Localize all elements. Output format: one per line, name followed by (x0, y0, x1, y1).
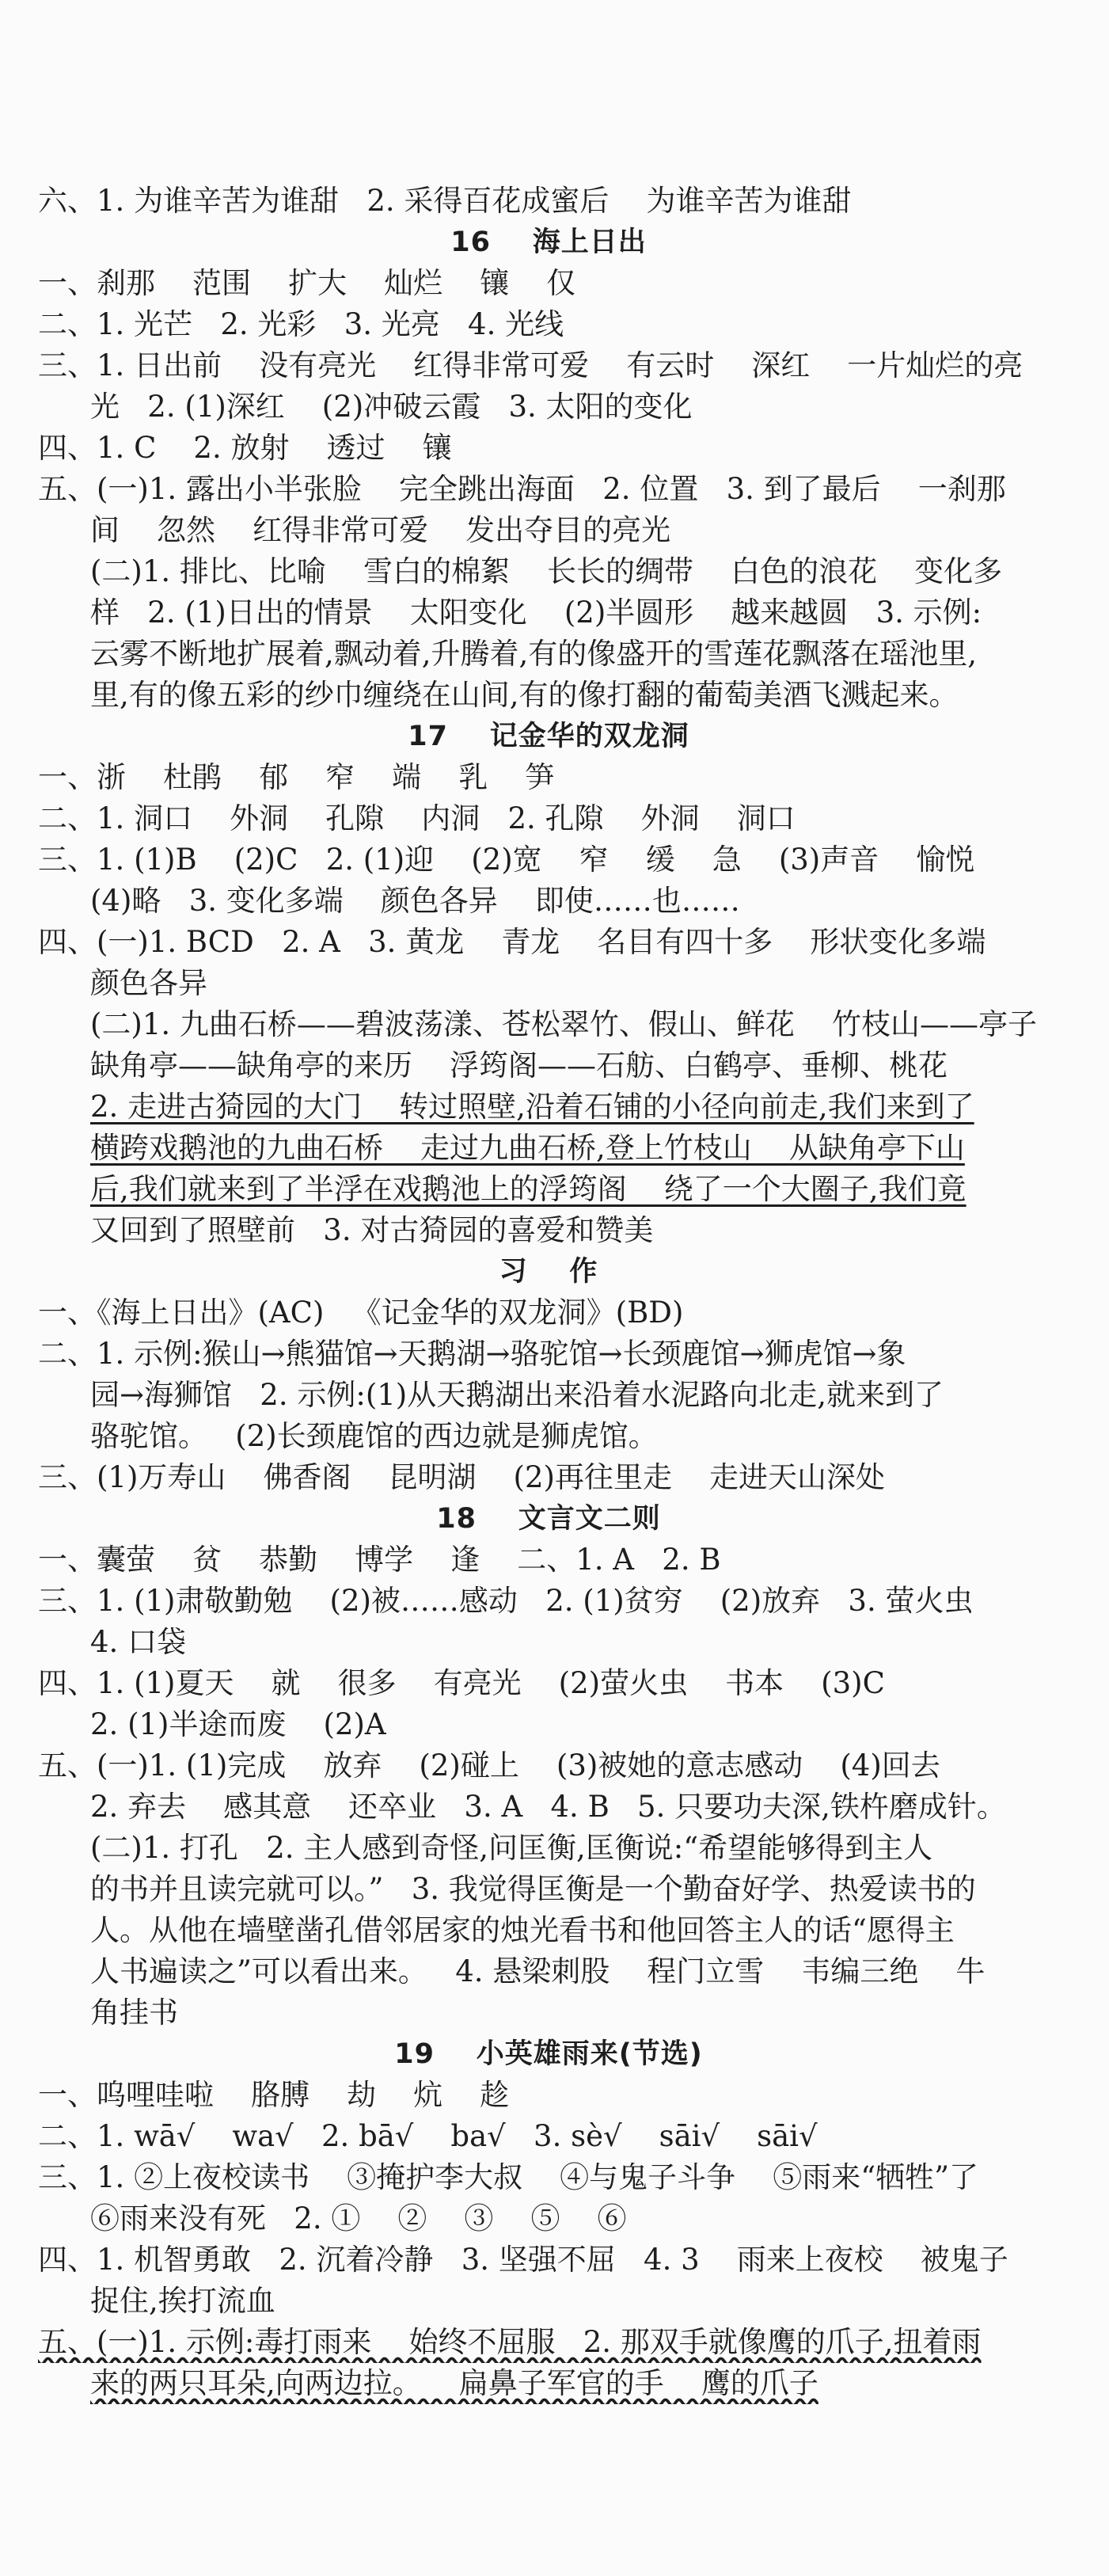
underlined-answer-line: 后,我们就来到了半浮在戏鹅池上的浮筠阁 绕了一个大圈子,我们竟 (90, 1172, 967, 1206)
answer-line: 骆驼馆。 (2)长颈鹿馆的西边就是狮虎馆。 (90, 1419, 658, 1453)
answer-line: 又回到了照壁前 3. 对古猗园的喜爱和赞美 (90, 1213, 654, 1247)
answer-line: 二、1. 洞口 外洞 孔隙 内洞 2. 孔隙 外洞 洞口 (38, 801, 796, 835)
answer-line: 里,有的像五彩的纱巾缠绕在山间,有的像打翻的葡萄美酒飞溅起来。 (90, 678, 959, 712)
answer-line: 间 忽然 红得非常可爱 发出夺目的亮光 (90, 513, 671, 547)
answer-line: (4)略 3. 变化多端 颜色各异 即使……也…… (90, 884, 740, 918)
answer-line: 五、(一)1. (1)完成 放弃 (2)碰上 (3)被她的意志感动 (4)回去 (38, 1748, 940, 1783)
answer-line: 二、1. 光芒 2. 光彩 3. 光亮 4. 光线 (38, 307, 564, 341)
answer-line: 角挂书 (90, 1996, 178, 2030)
answer-line: 四、1. C 2. 放射 透过 镶 (38, 431, 452, 465)
answer-line: 四、(一)1. BCD 2. A 3. 黄龙 青龙 名目有四十多 形状变化多端 (38, 925, 986, 959)
answer-line: 颜色各异 (90, 966, 207, 1000)
answer-line: 样 2. (1)日出的情景 太阳变化 (2)半圆形 越来越圆 3. 示例: (90, 595, 982, 630)
answer-line: 二、1. 示例:猴山→熊猫馆→天鹅湖→骆驼馆→长颈鹿馆→狮虎馆→象 (38, 1337, 906, 1371)
answer-line: 三、1. 日出前 没有亮光 红得非常可爱 有云时 深红 一片灿烂的亮 (38, 348, 1024, 382)
answer-line: 一、《海上日出》(AC) 《记金华的双龙洞》(BD) (38, 1296, 684, 1330)
answer-line: 三、(1)万寿山 佛香阁 昆明湖 (2)再往里走 走进天山深处 (38, 1460, 885, 1494)
answer-line: 五、(一)1. 露出小半张脸 完全跳出海面 2. 位置 3. 到了最后 一刹那 (38, 472, 1006, 506)
section-title: 17 记金华的双龙洞 (408, 721, 689, 752)
answer-line: (二)1. 排比、比喻 雪白的棉絮 长长的绸带 白色的浪花 变化多 (90, 554, 1003, 588)
answer-line: 六、1. 为谁辛苦为谁甜 2. 采得百花成蜜后 为谁辛苦为谁甜 (38, 184, 852, 218)
answer-line: 二、1. wā√ wa√ 2. bā√ ba√ 3. sè√ sāi√ sāi√ (38, 2119, 818, 2153)
answer-line: (二)1. 九曲石桥——碧波荡漾、苍松翠竹、假山、鲜花 竹枝山——亭子 (90, 1007, 1037, 1041)
answer-line: ⑥雨来没有死 2. ① ② ③ ⑤ ⑥ (90, 2201, 627, 2235)
underlined-answer-line: 横跨戏鹅池的九曲石桥 走过九曲石桥,登上竹枝山 从缺角亭下山 (90, 1131, 965, 1165)
section-title: 16 海上日出 (450, 226, 647, 258)
answer-line: 园→海狮馆 2. 示例:(1)从天鹅湖出来沿着水泥路向北走,就来到了 (90, 1378, 944, 1412)
section-title: 18 文言文二则 (436, 1503, 661, 1535)
answer-line: 一、浙 杜鹃 郁 窄 端 乳 笋 (38, 760, 555, 794)
answer-line: 的书并且读完就可以。” 3. 我觉得匡衡是一个勤奋好学、热爱读书的 (90, 1872, 976, 1906)
section-title: 习 作 (499, 1256, 598, 1288)
answer-line: (二)1. 打孔 2. 主人感到奇怪,问匡衡,匡衡说:“希望能够得到主人 (90, 1831, 933, 1865)
answer-content (38, 181, 1059, 2404)
answer-line: 三、1. (1)B (2)C 2. (1)迎 (2)宽 窄 缓 急 (3)声音 愉悦 (38, 843, 975, 877)
answer-line: 三、1. ②上夜校读书 ③掩护李大叔 ④与鬼子斗争 ⑤雨来“牺牲”了 (38, 2160, 979, 2194)
answer-line: 一、囊萤 贫 恭勤 博学 逢 二、1. A 2. B (38, 1543, 721, 1577)
answer-line: 四、1. (1)夏天 就 很多 有亮光 (2)萤火虫 书本 (3)C (38, 1666, 885, 1700)
answer-line: 三、1. (1)肃敬勤勉 (2)被……感动 2. (1)贫穷 (2)放弃 3. 萤火虫 (38, 1584, 974, 1618)
wavy-underlined-answer-line: 来的两只耳朵,向两边拉。 扁鼻子军官的手 鹰的爪子 (90, 2366, 818, 2400)
answer-line: 4. 口袋 (90, 1625, 187, 1659)
answer-line: 2. 弃去 感其意 还卒业 3. A 4. B 5. 只要功夫深,铁杵磨成针。 (90, 1790, 1006, 1824)
underlined-answer-line: 2. 走进古猗园的大门 转过照壁,沿着石铺的小径向前走,我们来到了 (90, 1090, 974, 1124)
answer-line: 四、1. 机智勇敢 2. 沉着冷静 3. 坚强不屈 4. 3 雨来上夜校 被鬼子 (38, 2243, 1008, 2277)
answer-line: 云雾不断地扩展着,飘动着,升腾着,有的像盛开的雪莲花飘落在瑶池里, (90, 637, 978, 671)
answer-line: 一、呜哩哇啦 胳膊 劫 炕 趁 (38, 2078, 510, 2112)
answer-line: 人。从他在墙壁凿孔借邻居家的烛光看书和他回答主人的话“愿得主 (90, 1913, 955, 1947)
answer-line: 缺角亭——缺角亭的来历 浮筠阁——石舫、白鹤亭、垂柳、桃花 (90, 1048, 948, 1083)
answer-line: 一、刹那 范围 扩大 灿烂 镶 仅 (38, 266, 576, 300)
wavy-underlined-answer-line: 五、(一)1. 示例:毒打雨来 始终不屈服 2. 那双手就像鹰的爪子,扭着雨 (38, 2325, 982, 2359)
answer-line: 人书遍读之”可以看出来。 4. 悬梁刺股 程门立雪 韦编三绝 牛 (90, 1954, 986, 1988)
answer-line: 2. (1)半途而废 (2)A (90, 1707, 386, 1741)
answer-line: 光 2. (1)深红 (2)冲破云霞 3. 太阳的变化 (90, 390, 693, 424)
answer-line: 捉住,挨打流血 (90, 2284, 275, 2318)
section-title: 19 小英雄雨来(节选) (394, 2038, 703, 2070)
